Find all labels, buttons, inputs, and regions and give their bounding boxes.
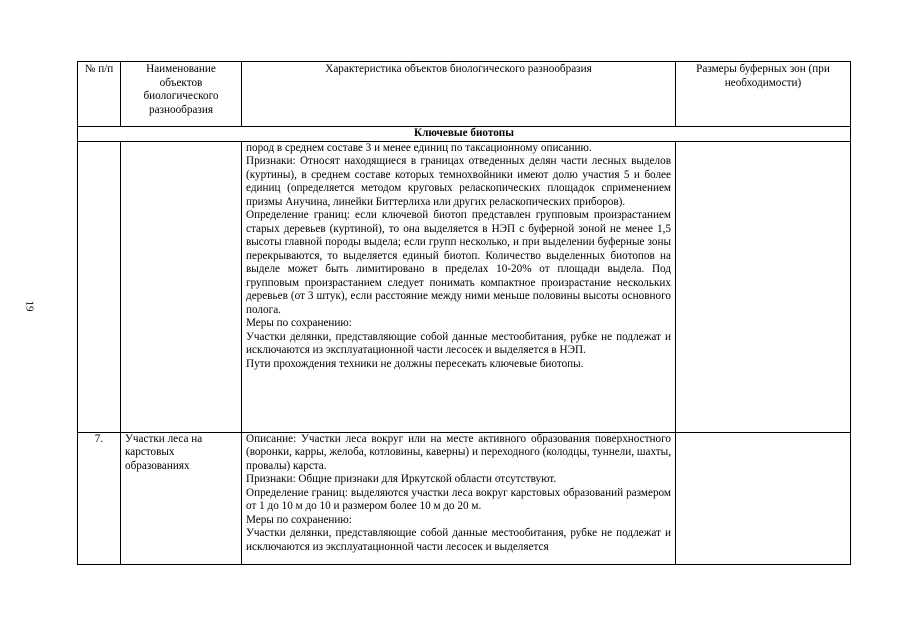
table-row	[78, 432, 851, 564]
row-number: 7.	[78, 432, 121, 564]
paragraph: Признаки: Относят находящиеся в границах отведенных делян части лесных выделов (куртины), в среднем составе которых темнохвойники имеют долю участия 5 и более единиц (определяется методом круговых реласкопических площадок сприменением призмы Анучина, линейки Биттерлиха или других реласкопических приборов).	[246, 155, 671, 208]
row-characteristics	[242, 141, 676, 432]
paragraph: Определение границ: выделяются участки леса вокруг карстовых образований размером от 1 до 10 м до 10 и размером более 10 м до 20 м.	[246, 486, 671, 512]
paragraph: Меры по сохранению:	[246, 317, 352, 329]
row-object-name: Участки леса на карстовых образованиях	[121, 432, 242, 564]
section-row	[78, 127, 851, 142]
table-header-row	[78, 62, 851, 127]
row-buffer-zone	[676, 432, 851, 564]
page-number: 19	[23, 300, 36, 312]
table-row	[78, 141, 851, 432]
paragraph: Пути прохождения техники не должны пересекать ключевые биотопы.	[246, 357, 584, 370]
header-object-name: Наименование объектов биологического разнообразия	[121, 62, 242, 127]
paragraph: Участки делянки, представляющие собой данные местообитания, рубке не подлежат и исключаются из эксплуатационной части лесосек и выделяется	[246, 527, 671, 553]
paragraph: пород в среднем составе 3 и менее единиц по таксационному описанию.	[246, 141, 592, 154]
header-characteristics: Характеристика объектов биологического разнообразия	[242, 62, 676, 127]
biodiversity-table	[77, 61, 851, 565]
header-buffer-zones: Размеры буферных зон (при необходимости)	[676, 62, 851, 127]
row-characteristics	[242, 432, 676, 564]
paragraph: Участки делянки, представляющие собой данные местообитания, рубке не подлежат и исключаются из эксплуатационной части лесосек и выделяется в НЭП.	[246, 330, 671, 356]
paragraph: Описание: Участки леса вокруг или на месте активного образования поверхностного (воронки, карры, желоба, котловины, каверны) и переходного (колодцы, туннели, шахты, провалы) карста.	[246, 432, 671, 472]
row-buffer-zone	[676, 141, 851, 432]
row-object-name	[121, 141, 242, 432]
paragraph: Признаки: Общие признаки для Иркутской области отсутствуют.	[246, 473, 557, 485]
paragraph: Меры по сохранению:	[246, 513, 352, 526]
header-number: № п/п	[78, 62, 121, 127]
paragraph: Определение границ: если ключевой биотоп представлен групповым произрастанием старых деревьев (куртиной), то она выделяется в НЭП с буферной зоной не менее 1,5 высоты главной породы выдела; если групп несколько, и при выделении буферные зоны перекрываются, то выделяется единый биотоп. Количество выделенных биотопов на выделе может быть лимитировано в пределах 10-20% от площади выдела. Под групповым произрастанием следует понимать компактное произрастание нескольких деревьев (от 3 штук), если расстояние между ними меньше половины высоты основного полога.	[246, 209, 671, 316]
section-title: Ключевые биотопы	[78, 127, 851, 142]
row-number	[78, 141, 121, 432]
